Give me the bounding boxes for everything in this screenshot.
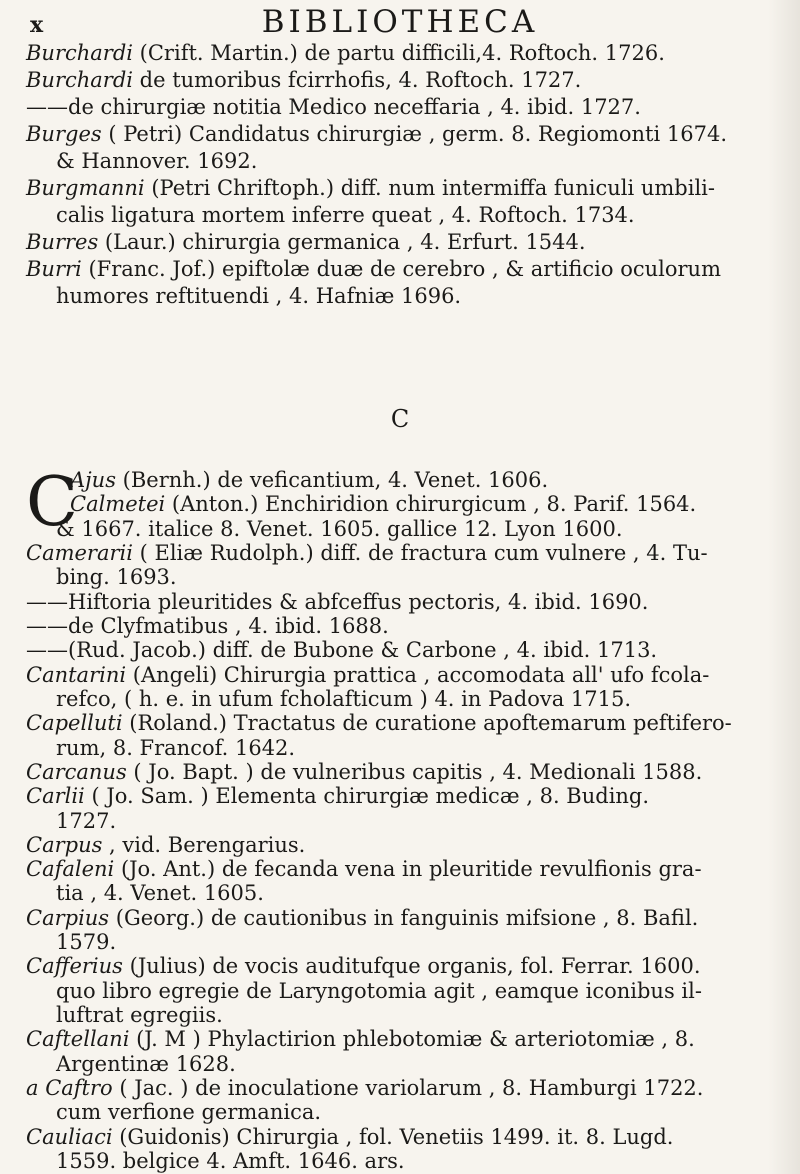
author-name: Carpus: [26, 833, 103, 857]
entry-line-cajus: [70, 467, 548, 493]
entry-line-burges: [26, 121, 727, 147]
author-name: Burgmanni: [26, 176, 145, 200]
entry-line-calmetei: [70, 491, 696, 517]
entry-text: rum, 8. Francof. 1642.: [56, 736, 296, 760]
entry-text: ( Jo. Bapt. ) de vulneribus capitis , 4. Medionali 1588.: [126, 760, 703, 784]
entry-line-a-caftro-cont: [56, 1099, 321, 1125]
entry-text: 1727.: [56, 809, 117, 833]
entry-line-burchardi-2: [26, 67, 581, 93]
author-name: Cafaleni: [26, 857, 115, 881]
author-name: Capelluti: [26, 711, 123, 735]
author-name: Burges: [26, 122, 102, 146]
entry-text: (Jo. Ant.) de fecanda vena in pleuritide revulfionis gra-: [114, 857, 702, 881]
entry-line-cantarini-cont: [56, 686, 631, 712]
page-edge-shadow: [768, 0, 800, 1174]
entry-line-burres: [26, 229, 586, 255]
entry-text: bing. 1693.: [56, 565, 177, 589]
entry-line-cafaleni-cont: [56, 880, 264, 906]
entry-text: quo libro egregie de Laryngotomia agit , eamque iconibus il-: [56, 979, 702, 1003]
entry-line-cantarini: [26, 662, 709, 688]
entry-line-burri-cont: [56, 283, 461, 309]
entry-text: ( Jo. Sam. ) Elementa chirurgiæ medicæ , 8. Buding.: [84, 784, 650, 808]
entry-text: ——de chirurgiæ notitia Medico neceffaria , 4. ibid. 1727.: [26, 95, 641, 119]
entry-text: & Hannover. 1692.: [56, 149, 258, 173]
author-name: Ajus: [70, 468, 116, 492]
author-name: Carlii: [26, 784, 85, 808]
author-name: Cauliaci: [26, 1125, 113, 1149]
dropcap-letter: C: [26, 463, 79, 542]
entry-text: 1579.: [56, 930, 117, 954]
entry-text: (Laur.) chirurgia germanica , 4. Erfurt. 1544.: [98, 230, 586, 254]
entry-line-burgmanni-cont: [56, 202, 635, 228]
entry-text: ——(Rud. Jacob.) diff. de Bubone & Carbone , 4. ibid. 1713.: [26, 638, 658, 662]
author-name: Cafferius: [26, 954, 123, 978]
running-title: BIBLIOTHECA: [261, 4, 539, 40]
entry-text: 1559. belgice 4. Amft. 1646. ars.: [56, 1149, 405, 1173]
entry-line-carlii: [26, 783, 649, 809]
entry-line-burges-cont: [56, 148, 257, 174]
entry-text: (J. M ) Phylactirion phlebotomiæ & arteriotomiæ , 8.: [129, 1027, 695, 1051]
entry-text: luftrat egregiis.: [56, 1003, 223, 1027]
entry-line-camerarii-2: [26, 589, 648, 615]
entry-text: (Guidonis) Chirurgia , fol. Venetiis 1499. it. 8. Lugd.: [112, 1125, 674, 1149]
entry-text: (Georg.) de cautionibus in fanguinis mifsione , 8. Bafil.: [109, 906, 699, 930]
entry-line-cauliaci: [26, 1124, 674, 1150]
entry-line-cafferius: [26, 953, 701, 979]
entry-line-carcanus: [26, 759, 702, 785]
entry-line-cauliaci-cont: [56, 1148, 405, 1174]
entry-text: calis ligatura mortem inferre queat , 4. Roftoch. 1734.: [56, 203, 635, 227]
author-name: a Caftro: [26, 1076, 113, 1100]
entry-line-calmetei-cont: [56, 516, 623, 542]
entry-line-cafaleni: [26, 856, 702, 882]
entry-line-camerarii-cont: [56, 564, 177, 590]
entry-text: cum verfione germanica.: [56, 1100, 322, 1124]
author-name: Carpius: [26, 906, 110, 930]
entry-line-cafferius-cont-2: [56, 1002, 223, 1028]
entry-line-camerarii-4: [26, 637, 657, 663]
entry-text: (Roland.) Tractatus de curatione apoftemarum peftifero-: [122, 711, 732, 735]
entry-line-carpius: [26, 905, 698, 931]
entry-text: (Crift. Martin.) de partu difficili,4. Roftoch. 1726.: [133, 41, 665, 65]
entry-text: de tumoribus fcirrhofis, 4. Roftoch. 1727.: [133, 68, 582, 92]
entry-line-caftellani: [26, 1026, 695, 1052]
author-name: Burchardi: [26, 68, 133, 92]
entry-text: (Bernh.) de veficantium, 4. Venet. 1606.: [115, 468, 549, 492]
entry-text: Argentinæ 1628.: [56, 1052, 236, 1076]
entry-line-carlii-cont: [56, 808, 116, 834]
entry-text: ——Hiftoria pleuritides & abfceffus pectoris, 4. ibid. 1690.: [26, 590, 649, 614]
entry-text: & 1667. italice 8. Venet. 1605. gallice 12. Lyon 1600.: [56, 517, 623, 541]
entry-line-caftellani-cont: [56, 1051, 236, 1077]
entry-text: refco, ( h. e. in ufum fcholafticum ) 4. in Padova 1715.: [56, 687, 632, 711]
author-name: Cantarini: [26, 663, 127, 687]
entry-line-burchardi: [26, 40, 665, 66]
entry-text: , vid. Berengarius.: [102, 833, 306, 857]
entry-text: ——de Clyfmatibus , 4. ibid. 1688.: [26, 614, 389, 638]
entry-text: ( Eliæ Rudolph.) diff. de fractura cum vulnere , 4. Tu-: [132, 541, 708, 565]
entry-text: (Franc. Jof.) epiftolæ duæ de cerebro , & artificio oculorum: [81, 257, 721, 281]
author-name: Calmetei: [70, 492, 166, 516]
author-name: Burri: [26, 257, 82, 281]
entry-line-capelluti: [26, 710, 732, 736]
entry-text: (Anton.) Enchiridion chirurgicum , 8. Parif. 1564.: [165, 492, 697, 516]
entry-line-burgmanni: [26, 175, 715, 201]
entry-text: ( Petri) Candidatus chirurgiæ , germ. 8. Regiomonti 1674.: [101, 122, 728, 146]
entry-line-camerarii: [26, 540, 708, 566]
author-name: Camerarii: [26, 541, 133, 565]
author-name: Caftellani: [26, 1027, 130, 1051]
entry-line-carpus: [26, 832, 305, 858]
author-name: Carcanus: [26, 760, 127, 784]
entry-text: (Julius) de vocis auditufque organis, fol. Ferrar. 1600.: [122, 954, 701, 978]
entry-text: (Petri Chriftoph.) diff. num intermiffa funiculi umbili-: [144, 176, 715, 200]
section-letter: C: [390, 405, 410, 433]
entry-line-burri: [26, 256, 721, 282]
entry-line-camerarii-3: [26, 613, 389, 639]
entry-text: humores reftituendi , 4. Hafniæ 1696.: [56, 284, 462, 308]
entry-line-burchardi-3: [26, 94, 641, 120]
entry-text: (Angeli) Chirurgia prattica , accomodata all' ufo fcola-: [126, 663, 710, 687]
entry-text: tia , 4. Venet. 1605.: [56, 881, 264, 905]
entry-line-a-caftro: [26, 1075, 703, 1101]
entry-text: ( Jac. ) de inoculatione variolarum , 8. Hamburgi 1722.: [112, 1076, 704, 1100]
page-number: x: [30, 12, 44, 38]
entry-line-carpius-cont: [56, 929, 116, 955]
author-name: Burchardi: [26, 41, 133, 65]
entry-line-cafferius-cont: [56, 978, 702, 1004]
author-name: Burres: [26, 230, 99, 254]
entry-line-capelluti-cont: [56, 735, 295, 761]
